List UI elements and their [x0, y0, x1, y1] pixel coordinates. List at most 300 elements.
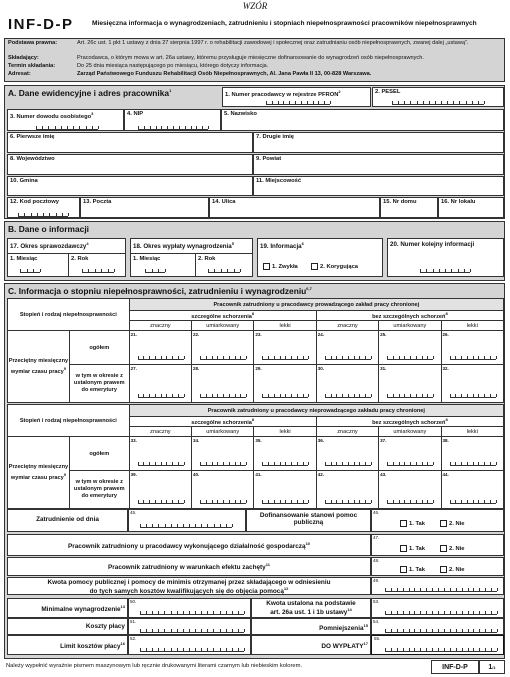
field-number: 35.: [255, 438, 262, 443]
comb-tick: [208, 126, 209, 129]
comb-tick: [262, 500, 263, 503]
n49: 49.: [373, 578, 380, 583]
comb-tick: [155, 500, 156, 503]
field-number: 37.: [380, 438, 387, 443]
comb-tick: [485, 611, 486, 614]
checkbox-47-no[interactable]: [440, 545, 447, 552]
comb-tick: [155, 394, 156, 397]
value-cell[interactable]: [316, 471, 378, 509]
comb-tick: [484, 462, 485, 465]
comb-tick: [297, 500, 298, 503]
comb-tick: [161, 394, 162, 397]
comb-tick: [473, 500, 474, 503]
field-pesel-label: 2. PESEL: [375, 89, 401, 95]
comb-tick: [145, 269, 146, 272]
comb-tick: [336, 356, 337, 359]
value-cell[interactable]: [129, 437, 191, 471]
comb-tick: [56, 213, 57, 216]
comb-tick: [467, 500, 468, 503]
comb-tick: [447, 101, 448, 104]
comb-tick: [223, 500, 224, 503]
comb-tick: [441, 101, 442, 104]
comb-tick: [308, 356, 309, 359]
n46: 46.: [373, 510, 380, 515]
comb-tick: [191, 126, 192, 129]
comb-rp-year: [82, 268, 114, 273]
comb-tick: [73, 126, 74, 129]
comb-tick: [68, 213, 69, 216]
comb-tick: [432, 629, 433, 632]
comb-tick: [359, 500, 360, 503]
field-postcode-label: 12. Kod pocztowy: [10, 199, 59, 205]
comb-tick: [161, 500, 162, 503]
comb-tick: [79, 126, 80, 129]
comb-tick: [272, 101, 273, 104]
r48-label: Pracownik zatrudniony w warunkach efektu zachęty$^{11}$: [108, 562, 270, 572]
comb-tick: [409, 648, 410, 651]
comb-tick: [371, 500, 372, 503]
comb-tick: [462, 629, 463, 632]
comb-tick: [365, 500, 366, 503]
comb-tick: [155, 356, 156, 359]
comb-tick: [226, 524, 227, 527]
value-cell[interactable]: [192, 331, 254, 365]
nospecial-header: bez szczególnych schorzeń$^8$: [316, 417, 503, 427]
comb-tick: [146, 524, 147, 527]
value-cell[interactable]: [441, 331, 503, 365]
comb-tick: [387, 356, 388, 359]
comb-tick: [184, 462, 185, 465]
comb-tick: [403, 588, 404, 591]
comb-tick: [468, 648, 469, 651]
field-cofinance: [371, 509, 504, 532]
comb-45: [140, 523, 232, 528]
value-cell[interactable]: [441, 365, 503, 403]
comb-tick: [438, 629, 439, 632]
field-locality-label: 11. Miejscowość: [256, 178, 302, 184]
comb-tick: [459, 101, 460, 104]
comb-tick: [479, 611, 480, 614]
meta-label-legal: Podstawa prawna:: [8, 40, 58, 46]
comb-tick: [232, 629, 233, 632]
field-county[interactable]: [253, 154, 504, 175]
comb-tick: [195, 524, 196, 527]
comb-tick: [422, 356, 423, 359]
comb-tick: [144, 126, 145, 129]
comb-tick: [427, 500, 428, 503]
field-number: 41.: [255, 472, 262, 477]
comb-tick: [95, 269, 96, 272]
comb-tick: [172, 394, 173, 397]
comb-tick: [342, 462, 343, 465]
value-cell[interactable]: [129, 365, 191, 403]
field-number: 29.: [255, 366, 262, 371]
comb-tick: [164, 648, 165, 651]
value-cell[interactable]: [254, 471, 316, 509]
r48-no[interactable]: 2. Nie: [440, 566, 464, 573]
field-street-label: 14. Ulica: [212, 199, 236, 205]
field-49[interactable]: [371, 577, 504, 595]
comb-tick: [280, 394, 281, 397]
comb-tick: [201, 629, 202, 632]
comb-tick: [461, 500, 462, 503]
comb-tick: [62, 213, 63, 216]
comb-tick: [166, 500, 167, 503]
comb-tick: [410, 356, 411, 359]
comb: [387, 461, 433, 466]
comb-rp-month: [20, 268, 40, 273]
value-cell[interactable]: [192, 471, 254, 509]
comb-tick: [325, 462, 326, 465]
comb-tick: [240, 394, 241, 397]
kwota-label-line1: Kwota ustalona na podstawie: [266, 600, 356, 607]
comb-tick: [308, 500, 309, 503]
comb-tick: [409, 611, 410, 614]
n53: 53.: [373, 599, 380, 604]
comb-tick: [214, 524, 215, 527]
checkbox-correcting[interactable]: [311, 263, 318, 270]
value-cell[interactable]: [379, 365, 441, 403]
comb-tick: [416, 356, 417, 359]
field-number: 40.: [193, 472, 200, 477]
comb-tick: [189, 629, 190, 632]
value-cell[interactable]: [316, 365, 378, 403]
comb-tick: [462, 648, 463, 651]
comb-tick: [195, 611, 196, 614]
comb-tick: [427, 356, 428, 359]
comb: [450, 461, 496, 466]
comb-tick: [223, 462, 224, 465]
comb-tick: [184, 356, 185, 359]
comb: [325, 499, 371, 504]
comb-tick: [165, 524, 166, 527]
comb-tick: [371, 356, 372, 359]
comb-tick: [268, 394, 269, 397]
comb-tick: [246, 394, 247, 397]
level-header: lekki: [441, 427, 503, 437]
comb-tick: [478, 500, 479, 503]
comb-tick: [414, 588, 415, 591]
comb-tick: [420, 629, 421, 632]
checkbox-47-yes[interactable]: [400, 545, 407, 552]
comb-tick: [467, 356, 468, 359]
field-number: 33.: [130, 438, 137, 443]
comb-tick: [325, 394, 326, 397]
value-cell[interactable]: [441, 471, 503, 509]
comb-tick: [238, 629, 239, 632]
comb-tick: [238, 611, 239, 614]
comb-tick: [331, 462, 332, 465]
comb-tick: [114, 269, 115, 272]
comb-tick: [348, 356, 349, 359]
comb-tick: [235, 356, 236, 359]
field-number: 24.: [317, 332, 325, 337]
special-header: szczególne schorzenia$^8$: [129, 417, 316, 427]
comb-tick: [285, 356, 286, 359]
checkbox-48-yes[interactable]: [400, 566, 407, 573]
comb-tick: [207, 629, 208, 632]
comb-tick: [478, 356, 479, 359]
comb-tick: [262, 394, 263, 397]
field-id-number-label: 3. Numer dowodu osobistego$^3$: [10, 111, 94, 120]
comb-tick: [491, 629, 492, 632]
comb-tick: [143, 394, 144, 397]
r48-yes[interactable]: 1. Tak: [400, 566, 425, 573]
comb-tick: [307, 101, 308, 104]
field-number: 27.: [130, 366, 137, 371]
comb-tick: [213, 611, 214, 614]
comb-tick: [208, 269, 209, 272]
n54: 54.: [373, 619, 380, 624]
comb-tick: [365, 356, 366, 359]
comb-tick: [354, 500, 355, 503]
comb-tick: [184, 394, 185, 397]
comb-tick: [238, 648, 239, 651]
value-cell[interactable]: [129, 471, 191, 509]
r47-no[interactable]: 2. Nie: [440, 545, 464, 552]
comb-tick: [427, 394, 428, 397]
comb-tick: [420, 269, 421, 272]
cofinance-yes[interactable]: 1. Tak: [400, 520, 425, 527]
comb-tick: [433, 462, 434, 465]
checkbox-46-yes[interactable]: [400, 520, 407, 527]
comb-tick: [397, 611, 398, 614]
avg-label: Przeciętny miesięczny wymiar czasu pracy$^9$: [8, 331, 70, 403]
comb-tick: [385, 648, 386, 651]
comb-tick: [244, 629, 245, 632]
cofinance-no[interactable]: 2. Nie: [440, 520, 464, 527]
comb-tick: [206, 500, 207, 503]
comb-tick: [177, 629, 178, 632]
comb-tick: [232, 648, 233, 651]
comb-tick: [404, 394, 405, 397]
comb-tick: [20, 269, 21, 272]
section-b-title: B. Dane o informacji: [8, 224, 89, 234]
comb-50: [140, 610, 244, 615]
footer-code-box: INF-D-P: [431, 660, 479, 674]
comb-tick: [432, 611, 433, 614]
comb-tick: [399, 462, 400, 465]
comb-tick: [297, 394, 298, 397]
value-cell[interactable]: [379, 331, 441, 365]
value-cell[interactable]: [316, 437, 378, 471]
comb-tick: [348, 500, 349, 503]
value-cell[interactable]: [129, 331, 191, 365]
comb: [325, 393, 371, 398]
comb-tick: [200, 462, 201, 465]
field-employment-start[interactable]: [128, 509, 246, 532]
comb-tick: [403, 648, 404, 651]
comb-tick: [246, 462, 247, 465]
field-52[interactable]: [128, 635, 251, 655]
comb-tick: [438, 588, 439, 591]
field-county-label: 9. Powiat: [256, 156, 282, 162]
footer-page-box: [479, 660, 505, 674]
employment-start-label: Zatrudnienie od dnia: [36, 516, 99, 523]
comb-tick: [491, 648, 492, 651]
comb: [325, 355, 371, 360]
comb-tick: [391, 588, 392, 591]
field-50[interactable]: [128, 598, 251, 618]
watermark: WZÓR: [242, 1, 268, 11]
comb-tick: [496, 394, 497, 397]
meta-text-addressee: Zarząd Państwowego Funduszu Rehabilitacji Osób Niepełnosprawnych, Al. Jana Pawła II 13, 00-828 Warszawa.: [77, 71, 372, 77]
comb-tick: [473, 588, 474, 591]
n51: 51.: [130, 619, 137, 624]
comb-tick: [484, 356, 485, 359]
comb-postcode: [18, 212, 68, 217]
checkbox-normal[interactable]: [263, 263, 270, 270]
comb-tick: [217, 462, 218, 465]
field-number: 39.: [130, 472, 137, 477]
avg-label: Przeciętny miesięczny wymiar czasu pracy$^9$: [8, 437, 70, 509]
n45: 45.: [130, 510, 137, 515]
comb-tick: [155, 462, 156, 465]
comb: [200, 393, 246, 398]
comb-tick: [43, 213, 44, 216]
field-post-office-label: 13. Poczta: [83, 199, 112, 205]
value-cell[interactable]: [379, 437, 441, 471]
comb-tick: [479, 648, 480, 651]
comb-tick: [387, 500, 388, 503]
value-cell[interactable]: [441, 437, 503, 471]
comb-tick: [283, 101, 284, 104]
comb-tick: [354, 356, 355, 359]
info-type-option-normal[interactable]: 1. Zwykła: [263, 263, 298, 270]
comb-tick: [478, 462, 479, 465]
comb-tick: [417, 101, 418, 104]
comb-tick: [149, 394, 150, 397]
comb-tick: [303, 356, 304, 359]
value-cell[interactable]: [254, 365, 316, 403]
info-type-option-correcting[interactable]: 2. Korygująca: [311, 263, 358, 270]
comb-tick: [470, 269, 471, 272]
comb-tick: [217, 356, 218, 359]
level-header: znaczny: [129, 427, 191, 437]
field-pfron-number-label: 1. Numer pracodawcy w rejestrze PFRON$^2$: [225, 89, 341, 98]
comb-tick: [472, 101, 473, 104]
comb-tick: [497, 629, 498, 632]
comb-tick: [262, 356, 263, 359]
comb-tick: [189, 648, 190, 651]
comb-53: [385, 610, 497, 615]
comb-tick: [354, 462, 355, 465]
comb-tick: [18, 213, 19, 216]
r47-yes[interactable]: 1. Tak: [400, 545, 425, 552]
field-nip-label: 4. NIP: [127, 111, 144, 117]
comb-tick: [240, 269, 241, 272]
comb-tick: [49, 213, 50, 216]
cofinance-label: Dofinansowanie stanowi pomoc publiczną: [259, 512, 358, 526]
pp-vdivider: [195, 253, 196, 277]
comb-tick: [213, 629, 214, 632]
comb-tick: [67, 126, 68, 129]
comb-tick: [348, 462, 349, 465]
level-header: lekki: [254, 321, 316, 331]
checkbox-48-no[interactable]: [440, 566, 447, 573]
comb-tick: [313, 101, 314, 104]
comb-tick: [385, 611, 386, 614]
rp-year-label: 2. Rok: [71, 256, 89, 262]
comb-tick: [156, 126, 157, 129]
field-number: 32.: [442, 366, 449, 371]
comb-tick: [200, 356, 201, 359]
comb-tick: [478, 394, 479, 397]
comb-tick: [152, 269, 153, 272]
comb-tick: [451, 269, 452, 272]
comb-tick: [285, 394, 286, 397]
comb-tick: [433, 394, 434, 397]
r47-label: Pracownik zatrudniony u pracodawcy wykonującego działalność gospodarczą$^{10}$: [67, 541, 311, 551]
field-55[interactable]: [371, 635, 504, 655]
field-second-name-label: 7. Drugie imię: [256, 134, 295, 140]
comb-tick: [61, 126, 62, 129]
value-cell[interactable]: [192, 365, 254, 403]
comb-tick: [138, 126, 139, 129]
field-53[interactable]: [371, 598, 504, 618]
comb: [450, 499, 496, 504]
comb-tick: [161, 462, 162, 465]
comb-tick: [330, 101, 331, 104]
comb-tick: [473, 356, 474, 359]
comb-tick: [450, 611, 451, 614]
comb-tick: [473, 462, 474, 465]
n48: 48.: [373, 558, 380, 563]
comb-tick: [229, 500, 230, 503]
checkbox-46-no[interactable]: [440, 520, 447, 527]
comb-tick: [229, 356, 230, 359]
field-commune[interactable]: [7, 176, 253, 196]
pp-year-label: 2. Rok: [198, 256, 216, 262]
comb-tick: [140, 648, 141, 651]
comb-tick: [478, 101, 479, 104]
comb-tick: [479, 629, 480, 632]
value-cell[interactable]: [192, 437, 254, 471]
comb: [262, 355, 308, 360]
comb-tick: [171, 648, 172, 651]
comb-tick: [158, 524, 159, 527]
value-cell[interactable]: [379, 471, 441, 509]
comb-tick: [150, 126, 151, 129]
comb-tick: [291, 394, 292, 397]
comb-tick: [385, 629, 386, 632]
comb-tick: [179, 126, 180, 129]
comb-tick: [268, 462, 269, 465]
comb-tick: [484, 101, 485, 104]
value-cell[interactable]: [254, 331, 316, 365]
comb-tick: [399, 394, 400, 397]
comb-tick: [165, 269, 166, 272]
section-a-title: A. Dane ewidencyjne i adres pracownika$^1$: [8, 88, 172, 98]
comb-tick: [98, 126, 99, 129]
level-header: lekki: [254, 427, 316, 437]
comb-pp-year: [208, 268, 240, 273]
comb-tick: [308, 394, 309, 397]
comb-tick: [138, 462, 139, 465]
comb-tick: [433, 500, 434, 503]
value-cell[interactable]: [316, 331, 378, 365]
field-surname[interactable]: [221, 109, 504, 131]
value-cell[interactable]: [254, 437, 316, 471]
field-number: 22.: [193, 332, 200, 337]
form-title: Miesięczna informacja o wynagrodzeniach, zatrudnieniu i stopniach niepełnosprawności pracowników niepełnosprawnych: [92, 20, 477, 27]
comb-tick: [404, 462, 405, 465]
comb-tick: [387, 462, 388, 465]
comb: [138, 461, 184, 466]
comb-tick: [246, 500, 247, 503]
comb-tick: [432, 588, 433, 591]
rp-vdivider: [68, 253, 69, 277]
